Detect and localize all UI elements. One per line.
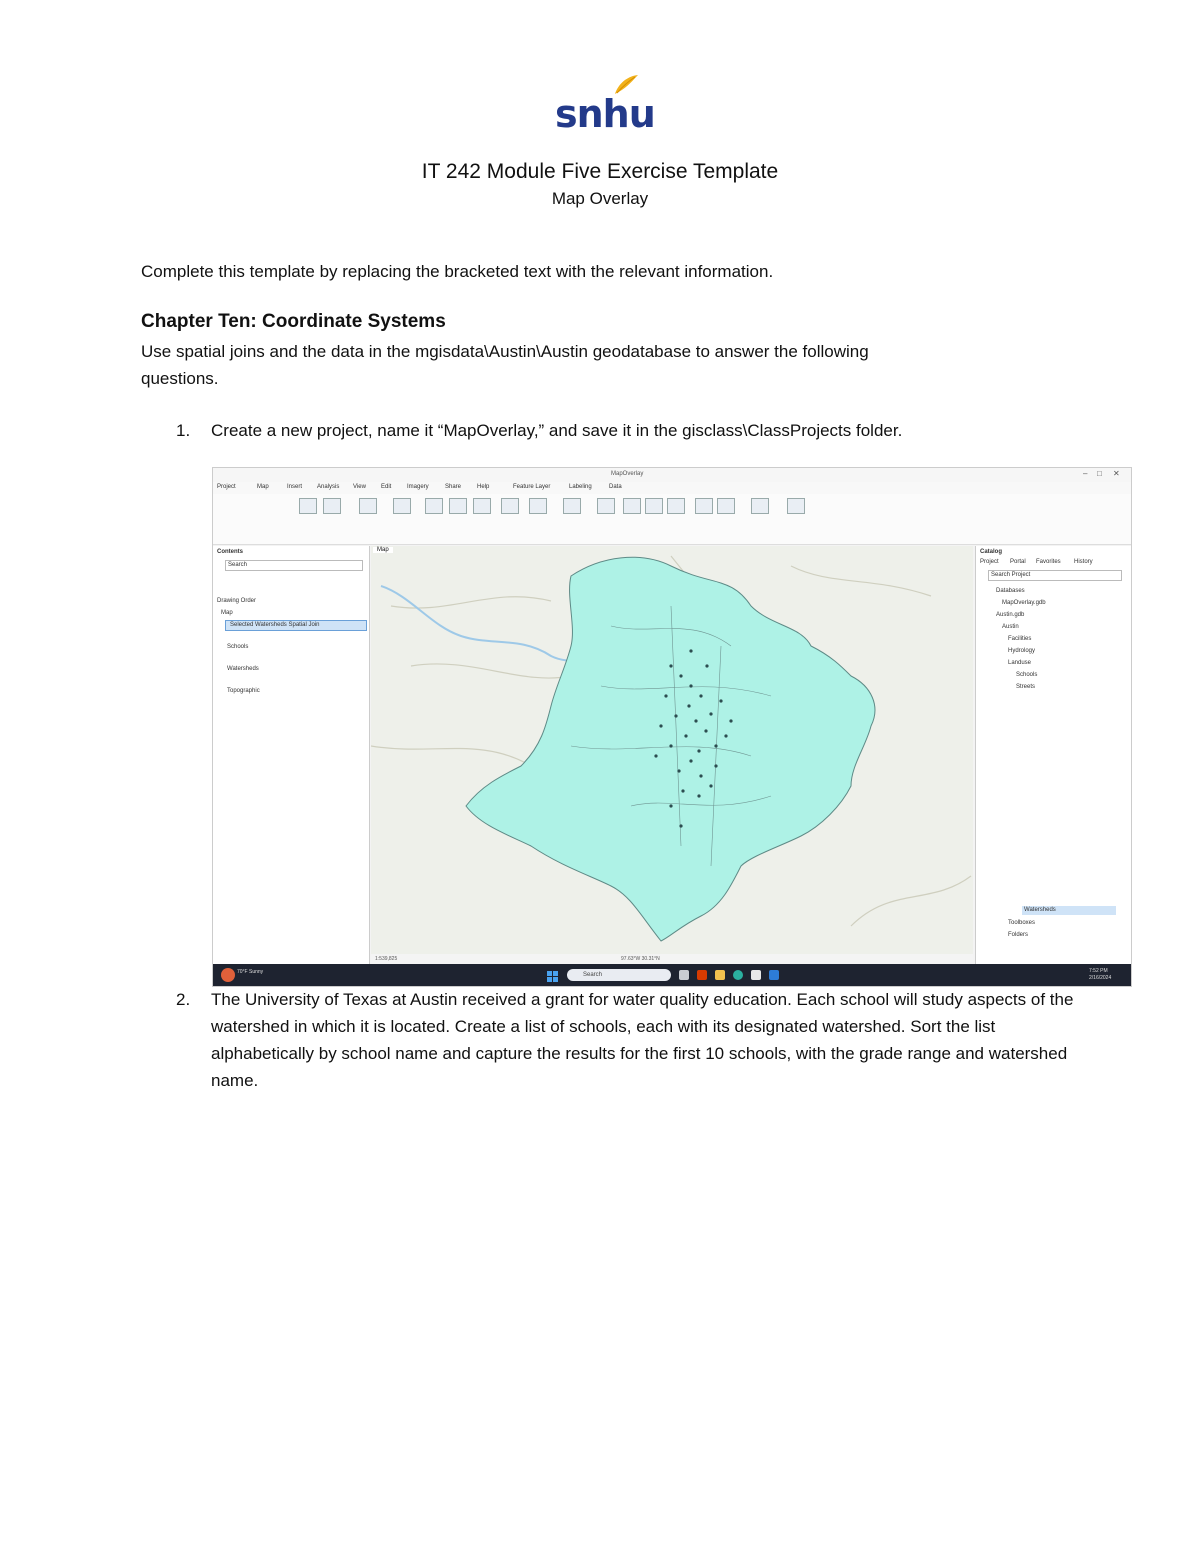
tab-imagery[interactable]: Imagery bbox=[407, 484, 429, 490]
intro-line-1: Use spatial joins and the data in the mgisdata\Austin\Austin geodatabase to answer the following bbox=[141, 342, 869, 361]
office-icon[interactable] bbox=[697, 970, 707, 980]
store-icon[interactable] bbox=[751, 970, 761, 980]
catalog-search-input[interactable] bbox=[988, 570, 1122, 581]
map-tab[interactable]: Map bbox=[373, 547, 393, 553]
maximize-icon[interactable]: □ bbox=[1097, 469, 1102, 478]
weather-text: 70°F Sunny bbox=[237, 969, 264, 975]
clock-date: 2/16/2024 bbox=[1089, 975, 1112, 981]
tab-labeling[interactable]: Labeling bbox=[569, 484, 592, 490]
ribbon-button[interactable] bbox=[667, 498, 685, 514]
taskbar-search-input[interactable] bbox=[567, 969, 671, 981]
catalog-item[interactable]: Facilities bbox=[1008, 636, 1032, 642]
edge-icon[interactable] bbox=[733, 970, 743, 980]
ribbon-button[interactable] bbox=[787, 498, 805, 514]
ribbon-button[interactable] bbox=[717, 498, 735, 514]
contents-search-placeholder: Search bbox=[228, 562, 248, 568]
list-number: 1. bbox=[176, 421, 191, 440]
ribbon-button[interactable] bbox=[529, 498, 547, 514]
catalog-item-label: Watersheds bbox=[1024, 907, 1056, 913]
arcgis-pro-icon[interactable] bbox=[769, 970, 779, 980]
clock-time: 7:52 PM bbox=[1089, 968, 1108, 974]
file-explorer-icon[interactable] bbox=[715, 970, 725, 980]
ribbon-tabs bbox=[213, 482, 1131, 494]
ribbon-toolbar bbox=[213, 494, 1131, 545]
catalog-title: Catalog bbox=[980, 549, 1003, 555]
catalog-item-selected[interactable] bbox=[1022, 906, 1116, 915]
catalog-pane bbox=[975, 546, 1132, 964]
tab-insert[interactable]: Insert bbox=[287, 484, 303, 490]
ribbon-button[interactable] bbox=[695, 498, 713, 514]
catalog-search-placeholder: Search Project bbox=[991, 572, 1031, 578]
contents-title: Contents bbox=[217, 549, 243, 555]
catalog-tab-favorites[interactable]: Favorites bbox=[1036, 559, 1061, 565]
contents-pane bbox=[213, 546, 370, 964]
coordinate-readout: 97.63°W 30.31°N bbox=[621, 956, 660, 962]
tab-share[interactable]: Share bbox=[445, 484, 462, 490]
ribbon-button[interactable] bbox=[299, 498, 317, 514]
arcgis-screenshot bbox=[212, 467, 1132, 987]
layer-item[interactable]: Schools bbox=[227, 644, 249, 650]
close-icon[interactable]: ✕ bbox=[1113, 469, 1120, 478]
intro-line-2: questions. bbox=[141, 369, 219, 388]
layer-item[interactable]: Map bbox=[221, 610, 233, 616]
tab-map[interactable]: Map bbox=[257, 484, 269, 490]
ribbon-button[interactable] bbox=[751, 498, 769, 514]
contents-search-input[interactable] bbox=[225, 560, 363, 571]
list-item-text: The University of Texas at Austin received a grant for water quality education. Each school will study aspects of the watershed in which it is located. Create a list of schools, each with its designated watershed. Sort the list alphabetically by school name and capture the results for the first 10 schools, with the grade range and watershed name. bbox=[211, 990, 1074, 1090]
ribbon-button[interactable] bbox=[323, 498, 341, 514]
catalog-item[interactable]: Databases bbox=[996, 588, 1025, 594]
catalog-tab-project[interactable]: Project bbox=[980, 559, 999, 565]
tab-analysis[interactable]: Analysis bbox=[317, 484, 340, 490]
taskbar-search-placeholder: Search bbox=[583, 972, 603, 978]
catalog-item[interactable]: Landuse bbox=[1008, 660, 1032, 666]
list-item-text: Create a new project, name it “MapOverlay,” and save it in the gisclass\ClassProjects folder. bbox=[211, 421, 903, 440]
logo-text: snhu bbox=[555, 92, 655, 136]
layer-item-selected[interactable] bbox=[225, 620, 367, 631]
task-view-icon[interactable] bbox=[679, 970, 689, 980]
map-canvas bbox=[371, 546, 973, 954]
catalog-item[interactable]: Schools bbox=[1016, 672, 1038, 678]
map-statusbar bbox=[371, 954, 973, 964]
catalog-item[interactable]: MapOverlay.gdb bbox=[1002, 600, 1046, 606]
tab-feature-layer[interactable]: Feature Layer bbox=[513, 484, 551, 490]
ribbon-button[interactable] bbox=[563, 498, 581, 514]
catalog-item[interactable]: Streets bbox=[1016, 684, 1036, 690]
tab-edit[interactable]: Edit bbox=[381, 484, 392, 490]
catalog-item[interactable]: Hydrology bbox=[1008, 648, 1036, 654]
tab-help[interactable]: Help bbox=[477, 484, 490, 490]
weather-icon[interactable] bbox=[221, 968, 235, 982]
windows-start-icon[interactable] bbox=[547, 969, 558, 980]
catalog-item[interactable]: Austin.gdb bbox=[996, 612, 1025, 618]
tab-data[interactable]: Data bbox=[609, 484, 622, 490]
layer-label: Selected Watersheds Spatial Join bbox=[230, 622, 320, 628]
ribbon-button[interactable] bbox=[623, 498, 641, 514]
section-heading: Chapter Ten: Coordinate Systems bbox=[141, 311, 446, 332]
ribbon-button[interactable] bbox=[501, 498, 519, 514]
tab-view[interactable]: View bbox=[353, 484, 366, 490]
ribbon-button[interactable] bbox=[473, 498, 491, 514]
window-title: MapOverlay bbox=[611, 471, 644, 477]
drawing-order-label: Drawing Order bbox=[217, 598, 257, 604]
ribbon-button[interactable] bbox=[449, 498, 467, 514]
windows-taskbar bbox=[213, 964, 1131, 986]
layer-item[interactable]: Topographic bbox=[227, 688, 260, 694]
minimize-icon[interactable]: – bbox=[1083, 469, 1088, 478]
ribbon-button[interactable] bbox=[359, 498, 377, 514]
catalog-tab-portal[interactable]: Portal bbox=[1010, 559, 1026, 565]
page-title: IT 242 Module Five Exercise Template bbox=[421, 160, 779, 183]
tab-project[interactable]: Project bbox=[217, 484, 236, 490]
page-subtitle: Map Overlay bbox=[551, 189, 649, 208]
catalog-item[interactable]: Austin bbox=[1002, 624, 1019, 630]
ribbon-button[interactable] bbox=[645, 498, 663, 514]
scale-display[interactable]: 1:539,825 bbox=[375, 956, 398, 962]
catalog-item[interactable]: Folders bbox=[1008, 932, 1029, 938]
list-number: 2. bbox=[176, 990, 191, 1009]
ribbon-button[interactable] bbox=[425, 498, 443, 514]
ribbon-button[interactable] bbox=[393, 498, 411, 514]
catalog-item[interactable]: Toolboxes bbox=[1008, 920, 1036, 926]
ribbon-button[interactable] bbox=[597, 498, 615, 514]
taskbar-clock[interactable] bbox=[1089, 968, 1111, 982]
instructions: Complete this template by replacing the bracketed text with the relevant information. bbox=[141, 262, 774, 281]
app-titlebar bbox=[213, 468, 1131, 482]
map-view[interactable] bbox=[371, 546, 973, 954]
layer-item[interactable]: Watersheds bbox=[227, 666, 259, 672]
snhu-logo bbox=[555, 74, 655, 136]
catalog-tab-history[interactable]: History bbox=[1074, 559, 1093, 565]
